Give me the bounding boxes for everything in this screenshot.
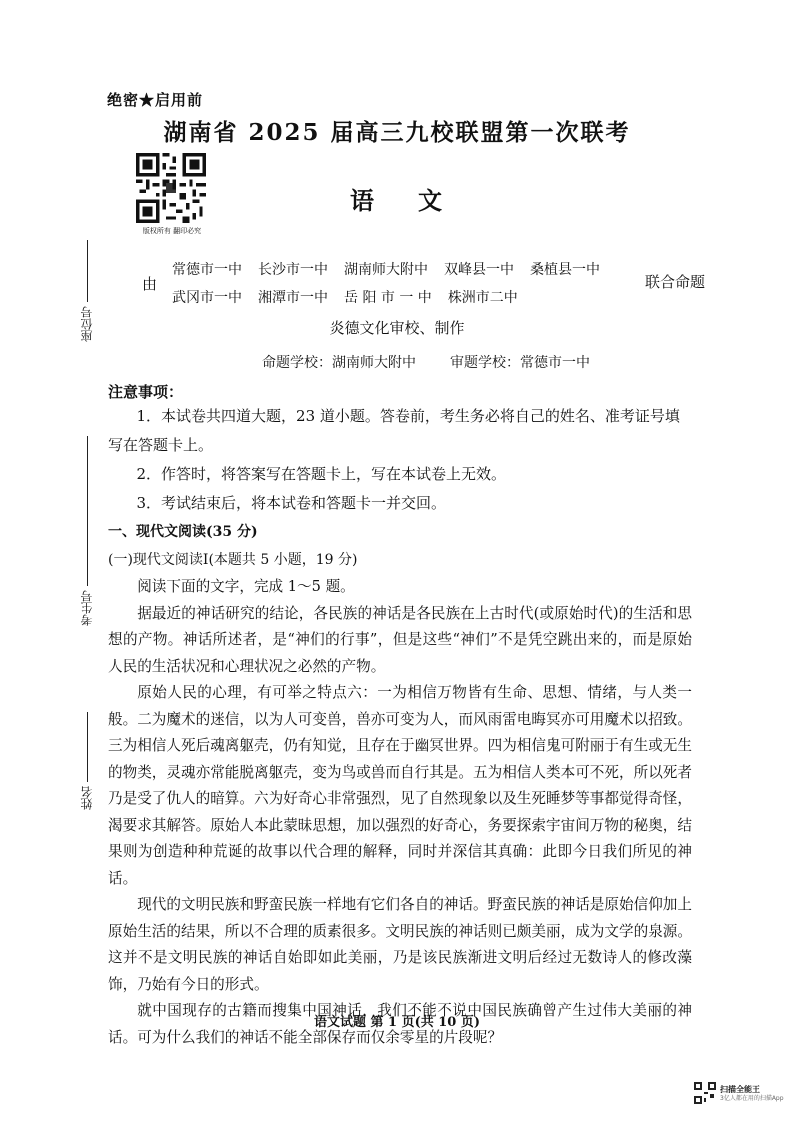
- subject-char-2: 文: [418, 186, 442, 215]
- notice-item: 2．作答时，将答案写在答题卡上，写在本试卷上无效。: [136, 465, 507, 483]
- passage-paragraph: 就中国现存的古籍而搜集中国神话，我们不能不说中国民族确曾产生过伟大美丽的神话。可为什么我们的神话不能全部保存而仅余零星的片段呢？: [108, 1002, 692, 1046]
- school-list: [172, 256, 642, 312]
- school-name: 岳 阳 市 一 中: [344, 290, 432, 306]
- maker-line: 炎德文化审校、制作: [329, 319, 465, 337]
- seat-line: [87, 240, 88, 302]
- proposer-school: 命题学校：湖南师大附中: [262, 355, 416, 371]
- subsection-title: (一)现代文阅读Ⅰ(本题共 5 小题，19 分): [108, 552, 358, 568]
- qr-caption: 版权所有 翻印必究: [142, 227, 202, 235]
- school-name: 双峰县一中: [444, 262, 514, 278]
- passage: [108, 574, 692, 1051]
- exam-no-line: [87, 436, 88, 586]
- name-line: [87, 712, 88, 782]
- school-row-2: [172, 284, 642, 312]
- passage-paragraph: 据最近的神话研究的结论，各民族的神话是各民族在上古时代(或原始时代)的生活和思想的产物。神话所述者，是“神们的行事”，但是这些“神们”不是凭空跳出来的，而是原始人民的生活状况和心理状况之必然的产物。: [108, 604, 692, 675]
- proposer-line: [262, 352, 590, 372]
- notice-item: 3．考试结束后，将本试卷和答题卡一并交回。: [136, 494, 447, 512]
- instruction: 阅读下面的文字，完成 1～5 题。: [137, 578, 355, 595]
- school-name: 常德市一中: [172, 262, 242, 278]
- passage-paragraph: 现代的文明民族和野蛮民族一样地有它们各自的神话。野蛮民族的神话是原始信仰加上原始生活的结果，所以不合理的质素很多。文明民族的神话则已颇美丽，成为文学的泉源。这并不是文明民族的神话自始即如此美丽，乃是该民族渐进文明后经过无数诗人的修改藻饰，乃始有今日的形式。: [108, 896, 692, 993]
- scanner-qr-icon: [694, 1082, 716, 1104]
- qr-code-icon: [136, 153, 206, 223]
- reviewer-school: 审题学校：常德市一中: [450, 355, 590, 371]
- school-name: 湖南师大附中: [344, 262, 428, 278]
- school-name: 桑植县一中: [530, 262, 600, 278]
- scanner-badge: 扫描全能王: [720, 1085, 760, 1094]
- school-row-1: [172, 256, 642, 284]
- seat-label: 座位号: [80, 306, 94, 342]
- subject-title: [350, 181, 442, 216]
- notice-list: [108, 402, 690, 518]
- subject-char-1: 语: [350, 186, 374, 215]
- name-label: 姓名: [80, 786, 94, 810]
- passage-paragraph: 原始人民的心理，有可举之特点六：一为相信万物皆有生命、思想、情绪，与人类一般。二为魔术的迷信，以为人可变兽，兽亦可变为人，而风雨雷电晦冥亦可用魔术以招致。三为相信人死后魂离躯壳，仍有知觉，且存在于幽冥世界。四为相信鬼可附丽于有生或无生的物类，灵魂亦常能脱离躯壳，变为鸟或兽而自行其是。五为相信人类本可不死，所以死者乃是受了仇人的暗算。六为好奇心非常强烈，见了自然现象以及生死睡梦等事都觉得奇怪，渴要求其解答。原始人本此蒙昧思想，加以强烈的好奇心，务要探索宇宙间万物的秘奥，结果则为创造种种荒诞的故事以代合理的解释，同时并深信其真确：此即今日我们所见的神话。: [108, 684, 692, 887]
- school-name: 湘潭市一中: [258, 290, 328, 306]
- joint-proposition-label: 联合命题: [645, 273, 706, 291]
- notice-heading: 注意事项：: [108, 383, 184, 401]
- school-name: 株洲市二中: [447, 290, 518, 306]
- notice-item: 1．本试卷共四道大题，23 道小题。答卷前，考生务必将自己的姓名、准考证号填写在答题卡上。: [108, 407, 680, 454]
- page-footer: 语文试题 第 1 页(共 10 页): [313, 1015, 481, 1030]
- school-name: 长沙市一中: [258, 262, 328, 278]
- exam-title: 湖南省 2025 届高三九校联盟第一次联考: [163, 119, 631, 146]
- confidential-label: 绝密★启用前: [107, 91, 204, 109]
- section-title: 一、现代文阅读(35 分): [108, 524, 258, 540]
- scanner-subtext: 3亿人都在用的扫描App: [720, 1095, 784, 1102]
- exam-no-label: 考生号: [80, 590, 94, 626]
- organizer-prefix: 由: [142, 275, 158, 293]
- scanner-text: [720, 1085, 784, 1103]
- school-name: 武冈市一中: [172, 290, 242, 306]
